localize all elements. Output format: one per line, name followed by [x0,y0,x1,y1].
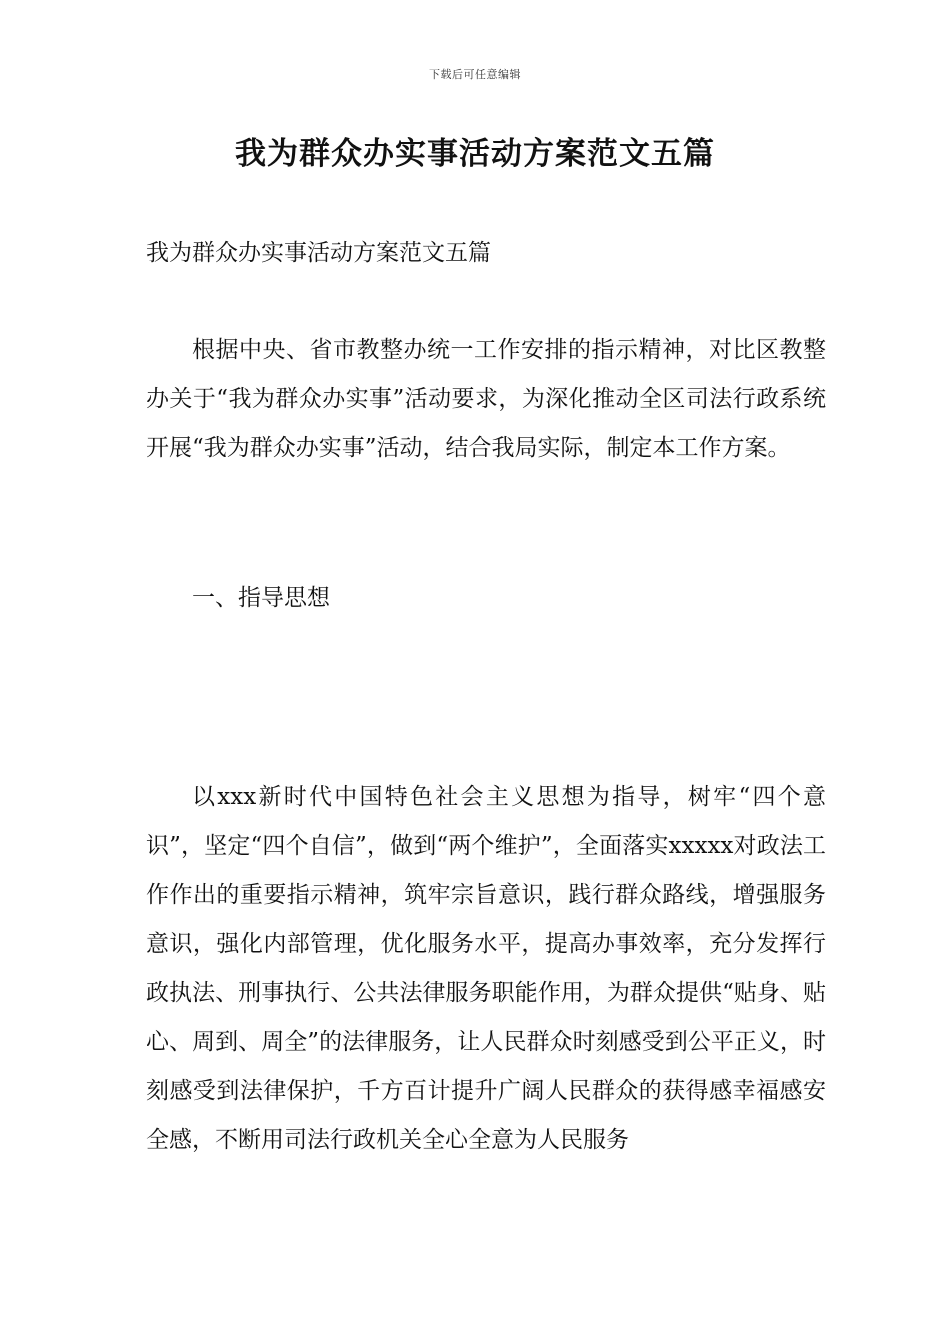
document-title: 我为群众办实事活动方案范文五篇 [235,136,715,172]
intro-paragraph: 根据中央、省市教整办统一工作安排的指示精神，对比区教整办关于“我为群众办实事”活动要求，为深化推动全区司法行政系统开展“我为群众办实事”活动，结合我局实际，制定本工作方案。 [146,337,826,461]
document-subtitle: 我为群众办实事活动方案范文五篇 [146,240,491,266]
header-note: 下载后可任意编辑 [429,68,521,81]
guiding-ideology-paragraph: 以xxx新时代中国特色社会主义思想为指导，树牢“四个意识”，坚定“四个自信”，做到“两个维护”，全面落实xxxxx对政法工作作出的重要指示精神，筑牢宗旨意识，践行群众路线，增强服务意识，强化内部管理，优化服务水平，提高办事效率，充分发挥行政执法、刑事执行、公共法律服务职能作用，为群众提供“贴身、贴心、周到、周全”的法律服务，让人民群众时刻感受到公平正义，时刻感受到法律保护，千方百计提升广阔人民群众的获得感幸福感安全感，不断用司法行政机关全心全意为人民服务 [146,784,826,1153]
section-heading-guiding-ideology: 一、指导思想 [192,585,330,611]
